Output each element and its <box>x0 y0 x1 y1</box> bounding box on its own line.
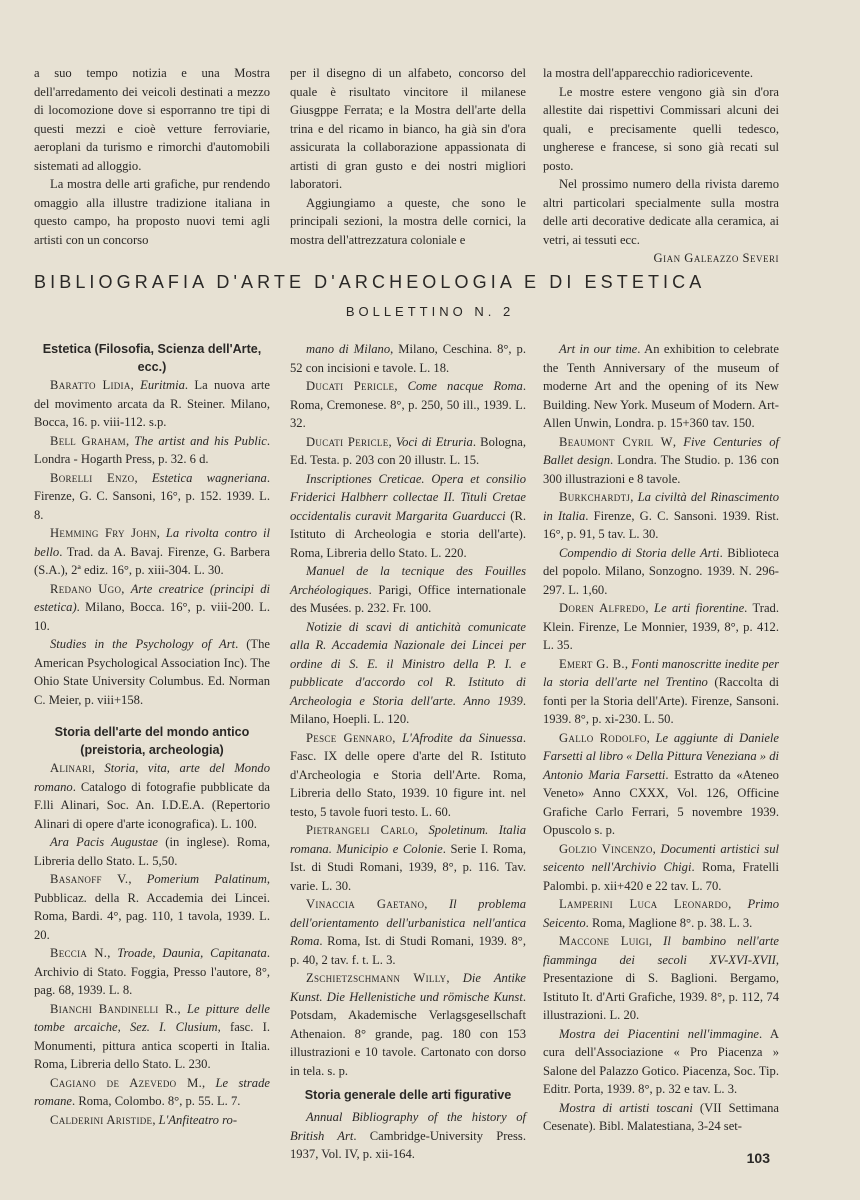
entry-title: Spoletinum. Italia romana. Municipio e Colonie <box>290 823 527 856</box>
entry-title: L'Afrodite da Sinuessa <box>402 730 523 745</box>
entry-author: Burkchardtj <box>559 490 631 504</box>
entry-title: Il problema dell'orientamento dell'urbanistica nell'antica Roma <box>290 897 526 948</box>
entry-title: Art in our time <box>559 342 638 356</box>
bibliography-entry: Beaumont Cyril W, Five Centuries of Ballet design. Londra. The Studio. p. 136 con 300 illustrazioni e 8 tavole. <box>543 434 780 486</box>
entry-title: Arte creatrice (principi di estetica) <box>34 581 271 614</box>
entry-title: Storia, vita, arte del Mondo romano <box>34 761 270 794</box>
bibliography-entry: Borelli Enzo, Estetica wagneriana. Firenze, G. C. Sansoni, 16°, p. 152. 1939. L. 8. <box>34 470 270 522</box>
author-signature: Gian Galeazzo Severi <box>653 251 779 265</box>
entry-author: Ducati Pericle <box>306 379 395 393</box>
paragraph: la mostra dell'apparecchio radioricevente. <box>543 66 753 80</box>
entry-author: Beaumont Cyril W <box>559 434 673 449</box>
entry-author: Bell Graham <box>50 433 126 448</box>
entry-title: La civiltà del Rinascimento in Italia <box>543 490 780 523</box>
entry-author: Maccone Luigi <box>559 934 649 948</box>
paragraph: Aggiungiamo a queste, che sono le principali sezioni, la mostra delle cornici, la mostra dell'attrezzatura coloniale e <box>290 195 526 247</box>
entry-details: . Estratto da «Ateneo Veneto» Anno CXXX, Vol. 126, Officine Grafiche Carlo Ferrari, 5 novembre 1939. Opuscolo s. p. <box>543 767 779 837</box>
top-column-2 <box>290 64 526 249</box>
bibliography-entry: Baratto Lidia, Euritmia. La nuova arte del movimento arcata da R. Steiner. Milano, Bocca, 16. p. viii-112. s.p. <box>34 378 270 429</box>
entry-title: Pomerium Palatinum <box>146 872 267 886</box>
bibliography-entry <box>290 340 526 377</box>
entry-details: . (The American Psychological Association Inc). The Ohio State University Columbus. Ed. Norman C. Meier, p. viii+158. <box>34 637 270 707</box>
paragraph: Le mostre estere vengono già sin d'ora allestite dai rispettivi Commissari alcuni dei quali, e precisamente quelli tedesco, ungherese e francese, si sono già recati sul posto. <box>543 84 779 173</box>
entry-details: . Catalogo di fotografie pubblicate da F.lli Alinari, Soc. An. I.D.E.A. (Repertorio Alinari di opere d'arte iconografica). L. 100. <box>34 779 270 831</box>
entry-author: Doren Alfredo <box>559 601 646 615</box>
entry-author: Pesce Gennaro <box>306 730 393 745</box>
entry-details: . Bologna, Ed. Testa. p. 203 con 20 illustr. L. 15. <box>290 434 526 467</box>
bibliography-entry: Maccone Luigi, Il bambino nell'arte fiamminga dei secoli XV-XVI-XVII, Presentazione di S. Baglioni. Bergamo, Istituto It. d'Arti Grafiche, 1939. 8°, p. 112, 74 illustrazioni. L. 20. <box>543 934 780 1022</box>
entry-title: Notizie di scavi di antichità comunicate alla R. Accademia Nazionale dei Lincei per ordine di S. E. il Ministro della P. I. e pubblicate d'accordo col R. Istituto di Archeologia e Storia dell'arte. Anno 1939 <box>290 619 526 708</box>
bibliography-entry: Bianchi Bandinelli R., Le pitture delle tombe arcaiche, Sez. I. Clusium, fasc. I. Monumenti, pittura antica scoperti in Italia. Roma, Libreria dello Stato. L. 230. <box>34 1001 271 1071</box>
entry-details: . Milano, Hoepli. L. 120. <box>290 693 526 726</box>
entry-title: L'Anfiteatro ro- <box>158 1112 238 1127</box>
top-column-1 <box>34 64 270 249</box>
entry-title: Le strade romane <box>34 1075 270 1108</box>
entry-author: Ducati Pericle <box>306 434 389 449</box>
entry-details: . Potsdam, Akademische Verlagsgesellschaft Athenaion. 8° grande, pag. 180 con 153 illustrazioni e 10 tavole. Cartonato con dorso in tela. s. p. <box>290 989 526 1078</box>
entry-author: Gallo Rodolfo <box>559 730 647 745</box>
entry-details: . Firenze, G. C. Sansoni, 16°, p. 152. 1939. L. 8. <box>34 470 270 522</box>
entry-author: Redano Ugo <box>50 581 122 596</box>
entry-author: Beccia N. <box>50 946 108 960</box>
entry-author: Vinaccia Gaetano <box>306 897 425 911</box>
paragraph: per il disegno di un alfabeto, concorso del quale è risultato vincitore il milanese Giusgppe Ferrata; e la Mostra dell'arte della trina e del ricamo in bianco, ha già sin d'ora assicurata la collaborazione appassionata di artisti di gran gusto e dei nostri migliori laboratori. <box>290 66 526 191</box>
bibliography-entry <box>34 635 270 709</box>
entry-details: (R. Istituto di Archeologia e storia dell'arte). Roma, Libreria dello Stato. L. 220. <box>290 508 526 560</box>
bibliography-column-2 <box>290 340 526 1164</box>
entry-title: Euritmia <box>140 378 185 392</box>
entry-title: Documenti artistici sul seicento nell'Archivio Chigi <box>543 841 779 874</box>
bibliography-entry: Redano Ugo, Arte creatrice (principi di estetica). Milano, Bocca. 16°, p. viii-200. L. 10. <box>34 581 271 633</box>
entry-details: , Pubblicaz. della R. Accademia dei Lincei. Roma, Bardi. 4°, pag. 110, 1 tavola, 1939. L. 20. <box>34 872 270 942</box>
bibliography-entry: Cagiano de Azevedo M., Le strade romane. Roma, Colombo. 8°, p. 55. L. 7. <box>34 1075 270 1108</box>
bibliography-entry <box>34 833 270 870</box>
entry-details: . Archivio di Stato. Foggia, Presso l'autore, 8°, pag. 68, 1939. L. 8. <box>34 946 271 997</box>
entry-details: . A cura dell'Associazione « Pro Piacenza » Salone del Palazzo Gotico. Piacenza, Soc. Tip. Editr. Porta, 1939. 8°, p. 32 e tav. L. 3. <box>543 1026 779 1096</box>
entry-title: Five Centuries of Ballet design <box>543 434 779 467</box>
entry-details: . Trad. da A. Bavaj. Firenze, G. Barbera (S.A.), 2ª ediz. 16°, p. xiii-304. L. 30. <box>34 544 270 577</box>
entry-title: Il bambino nell'arte fiamminga dei secoli XV-XVI-XVII <box>543 934 780 967</box>
bibliography-entry: Beccia N., Troade, Daunia, Capitanata. Archivio di Stato. Foggia, Presso l'autore, 8°, pag. 68, 1939. L. 8. <box>34 946 271 997</box>
bibliography-entry: Ducati Pericle, Come nacque Roma. Roma, Cremonese. 8°, p. 250, 50 ill., 1939. L. 32. <box>290 379 526 430</box>
bibliography-entry: Zschietzschmann Willy, Die Antike Kunst. Die Hellenistiche und römische Kunst. Potsdam, Akademische Verlagsgesellschaft Athenaion. 8° grande, pag. 180 con 153 illustrazioni e 10 tavole. Cartonato con dorso in tela. s. p. <box>290 971 526 1078</box>
bibliography-entry: Doren Alfredo, Le arti fiorentine. Trad. Klein. Firenze, Le Monnier, 1939, 8°, p. 412. L. 35. <box>543 601 780 652</box>
entry-title: Voci di Etruria <box>395 434 473 449</box>
top-column-3 <box>543 64 779 268</box>
entry-details: . Roma, Ist. di Studi Romani, 1939. 8°, p. 40, 2 tav. f. t. L. 3. <box>290 934 526 967</box>
entry-title: Inscriptiones Creticae. Opera et consilio Friderici Halbherr collectae II. Tituli Cretae occidentalis curavit Margarita Guarducci <box>290 471 526 523</box>
bibliography-entry: Basanoff V., Pomerium Palatinum, Pubblicaz. della R. Accademia dei Lincei. Roma, Bardi. 4°, pag. 110, 1 tavola, 1939. L. 20. <box>34 872 270 942</box>
bibliography-entry: Ducati Pericle, Voci di Etruria. Bologna, Ed. Testa. p. 203 con 20 illustr. L. 15. <box>290 434 526 467</box>
entry-title: Manuel de la tecnique des Fouilles Archéologiques <box>290 564 526 597</box>
entry-title: Le arti fiorentine <box>653 601 745 615</box>
paragraph: La mostra delle arti grafiche, pur rendendo omaggio alla illustre tradizione italiana in questo campo, ha proposto nuovi temi agli artisti con un concorso <box>34 177 270 247</box>
bibliography-entry <box>543 340 779 433</box>
bibliography-entry <box>290 1108 526 1164</box>
entry-title: La rivolta contro il bello <box>34 526 270 559</box>
entry-details: . Firenze, G. C. Sansoni. 1939. Rist. 16°, p. 91, 5 tav. L. 30. <box>543 508 779 541</box>
bibliography-entry: Vinaccia Gaetano, Il problema dell'orientamento dell'urbanistica nell'antica Roma. Roma, Ist. di Studi Romani, 1939. 8°, p. 40, 2 tav. f. t. L. 3. <box>290 897 526 967</box>
bibliography-entry <box>543 1099 779 1136</box>
section-heading: BIBLIOGRAFIA D'ARTE D'ARCHEOLOGIA E DI ESTETICA <box>34 272 706 292</box>
entry-details: . Parigi, Office internationale des Musées. p. 232. Fr. 100. <box>290 582 526 615</box>
bibliography-column-3 <box>543 340 779 1136</box>
entry-details: . Londra - Hogarth Press, p. 32. 6 d. <box>34 433 270 466</box>
bibliography-entry: Pietrangeli Carlo, Spoletinum. Italia romana. Municipio e Colonie. Serie I. Roma, Ist. di Studi Romani, 1939, 8°, p. 116. Tav. varie. L. 30. <box>290 823 527 893</box>
entry-author: Pietrangeli Carlo <box>306 823 415 837</box>
section-title: Storia dell'arte del mondo antico (preistoria, archeologia) <box>54 725 250 757</box>
entry-details: (VII Settimana Cesenate). Bibl. Malatestiana, 3-24 set- <box>543 1100 779 1133</box>
entry-author: Zschietzschmann Willy <box>306 971 447 985</box>
entry-details: . Roma, Cremonese. 8°, p. 250, 50 ill., 1939. L. 32. <box>290 379 526 430</box>
entry-author: Cagiano de Azevedo M. <box>50 1075 203 1090</box>
entry-details: . Londra. The Studio. p. 136 con 300 illustrazioni e 8 tavole. <box>543 453 780 486</box>
bibliography-entry: Burkchardtj, La civiltà del Rinascimento in Italia. Firenze, G. C. Sansoni. 1939. Rist. 16°, p. 91, 5 tav. L. 30. <box>543 490 780 541</box>
bibliography-entry <box>290 470 526 563</box>
entry-author: Hemming Fry John <box>50 526 157 540</box>
entry-author: Basanoff V. <box>50 872 129 886</box>
entry-title: Die Antike Kunst. Die Hellenistiche und römische Kunst <box>290 971 526 1004</box>
entry-details: . La nuova arte del movimento arcata da R. Steiner. Milano, Bocca, 16. p. viii-112. s.p. <box>34 378 270 429</box>
page-number: 103 <box>746 1150 770 1166</box>
entry-title: mano di Milano <box>306 342 391 356</box>
entry-title: Ara Pacis Augustae <box>50 835 159 849</box>
bibliography-entry: Emert G. B., Fonti manoscritte inedite per la storia dell'arte nel Trentino (Raccolta di fonti per la Storia dell'Arte). Firenze, Sansoni. 1939. 8°, p. xi-230. L. 50. <box>543 656 779 726</box>
entry-author: Lamperini Luca Leonardo <box>559 897 729 911</box>
entry-title: Mostra di artisti toscani <box>559 1100 693 1115</box>
bibliography-entry: Pesce Gennaro, L'Afrodite da Sinuessa. Fasc. IX delle opere d'arte del R. Istituto d'Archeologia e Storia dell'Arte. Roma, Libreria dello Stato, 1939. 10 figure int. nel testo, 5 tavole fuori testo. L. 60. <box>290 730 527 819</box>
entry-details: . Fasc. IX delle opere d'arte del R. Istituto d'Archeologia e Storia dell'Arte. Roma, Libreria dello Stato, 1939. 10 figure int. nel testo, 5 tavole fuori testo. L. 60. <box>290 730 527 819</box>
entry-details: . Milano, Bocca. 16°, p. viii-200. L. 10. <box>34 600 270 633</box>
entry-author: Calderini Aristide <box>50 1112 153 1127</box>
entry-title: Come nacque Roma <box>407 379 523 393</box>
entry-details: . Roma, Colombo. 8°, p. 55. L. 7. <box>72 1094 241 1108</box>
paragraph: a suo tempo notizia e una Mostra dell'arredamento dei veicoli destinati a mezzo di locomozione dove si esporranno tre tipi di questi mezzi e cioè vetture ferroviarie, aeroplani da turismo e rimorchi d'automobili sistemati ad alloggio. <box>34 66 270 173</box>
entry-title: The artist and his Public <box>134 433 267 448</box>
section-title: Estetica (Filosofia, Scienza dell'Arte, ecc.) <box>42 342 262 374</box>
entry-details: , fasc. I. Monumenti, pittura antica scoperti in Italia. Roma, Libreria dello Stato. L. 230. <box>34 1020 270 1071</box>
entry-title: Compendio di Storia delle Arti <box>559 545 720 560</box>
entry-details: , Milano, Ceschina. 8°, p. 52 con incisioni e tavole. L. 18. <box>290 342 526 375</box>
bibliography-entry: Calderini Aristide, L'Anfiteatro ro- <box>50 1112 238 1127</box>
entry-title: Troade, Daunia, Capitanata <box>117 946 267 960</box>
entry-author: Alinari <box>50 761 92 775</box>
entry-author: Baratto Lidia <box>50 378 131 392</box>
entry-title: Studies in the Psychology of Art <box>50 637 236 651</box>
section-subheading: BOLLETTINO N. 2 <box>345 304 515 319</box>
entry-title: Fonti manoscritte inedite per la storia dell'arte nel Trentino <box>543 656 779 689</box>
entry-details: . Serie I. Roma, Ist. di Studi Romani, 1939, 8°, p. 116. Tav. varie. L. 30. <box>290 841 526 893</box>
bibliography-entry <box>543 1025 779 1099</box>
entry-details: . Biblioteca del popolo. Milano, Sonzogno. 1939. N. 296-297. L. 1,60. <box>543 545 779 597</box>
entry-author: Borelli Enzo <box>50 470 135 485</box>
bibliography-entry: Bell Graham, The artist and his Public. Londra - Hogarth Press, p. 32. 6 d. <box>34 433 270 466</box>
bibliography-entry <box>290 618 526 729</box>
entry-details: . An exhibition to celebrate the Tenth Anniversary of the museum of moderne Art and the opening of its New Building. New York. Museum of Modern. Art-Allen Unwin, Londra. p. 15+360 tav. 150. <box>543 342 779 430</box>
entry-details: . Roma, Fratelli Palombi. p. xii+420 e 22 tav. L. 70. <box>543 860 779 893</box>
entry-title: Primo Seicento <box>543 897 780 930</box>
entry-title: Annual Bibliography of the history of British Art <box>290 1110 526 1143</box>
paragraph: Nel prossimo numero della rivista daremo altri particolari specialmente sulla mostra delle arti decorative dedicate alla ceramica, ai vetri, ai tessuti ecc. <box>543 177 779 247</box>
entry-title: Estetica wagneriana <box>151 470 267 485</box>
entry-title: Mostra dei Piacentini nell'immagine <box>559 1026 760 1041</box>
entry-details: . Roma, Maglione 8°. p. 38. L. 3. <box>585 915 753 930</box>
bibliography-column-1 <box>34 340 270 1129</box>
bibliography-entry <box>290 562 526 618</box>
entry-details: . Trad. Klein. Firenze, Le Monnier, 1939, 8°, p. 412. L. 35. <box>543 601 780 652</box>
entry-details: (in inglese). Roma, Libreria dello Stato. L. 5,50. <box>34 835 270 868</box>
entry-title: Le aggiunte di Daniele Farsetti al libro « Della Pittura Veneziana » di Antonio Maria Farsetti <box>543 730 780 782</box>
entry-details: (Raccolta di fonti per la Storia dell'Arte). Firenze, Sansoni. 1939. 8°, p. xi-230. L. 50. <box>543 675 779 726</box>
bibliography-entry: Hemming Fry John, La rivolta contro il bello. Trad. da A. Bavaj. Firenze, G. Barbera (S.A.), 2ª ediz. 16°, p. xiii-304. L. 30. <box>34 526 270 577</box>
entry-details: . Cambridge-University Press. 1937, Vol. IV, p. xii-164. <box>290 1128 526 1161</box>
entry-title: Le pitture delle tombe arcaiche, Sez. I. Clusium <box>34 1001 271 1034</box>
bibliography-entry: Gallo Rodolfo, Le aggiunte di Daniele Farsetti al libro « Della Pittura Veneziana » di Antonio Maria Farsetti. Estratto da «Ateneo Veneto» Anno CXXX, Vol. 126, Officine Grafiche Carlo Ferrari, 5 novembre 1939. Opuscolo s. p. <box>543 730 780 837</box>
bibliography-entry <box>543 544 779 600</box>
bibliography-entry: Golzio Vincenzo, Documenti artistici sul seicento nell'Archivio Chigi. Roma, Fratelli Palombi. p. xii+420 e 22 tav. L. 70. <box>543 841 779 893</box>
entry-details: , Presentazione di S. Baglioni. Bergamo, Istituto It. d'Arti Grafiche, 1939. 8°, p. 112, 74 illustrazioni. L. 20. <box>543 952 779 1022</box>
bibliography-entry: Alinari, Storia, vita, arte del Mondo romano. Catalogo di fotografie pubblicate da F.lli Alinari, Soc. An. I.D.E.A. (Repertorio Alinari di opere d'arte iconografica). L. 100. <box>34 761 270 831</box>
bibliography-entry: Lamperini Luca Leonardo, Primo Seicento. Roma, Maglione 8°. p. 38. L. 3. <box>543 897 780 930</box>
entry-author: Golzio Vincenzo <box>559 841 653 856</box>
entry-author: Emert G. B. <box>559 656 625 671</box>
section-title: Storia generale delle arti figurative <box>304 1088 512 1102</box>
entry-author: Bianchi Bandinelli R. <box>50 1001 178 1016</box>
